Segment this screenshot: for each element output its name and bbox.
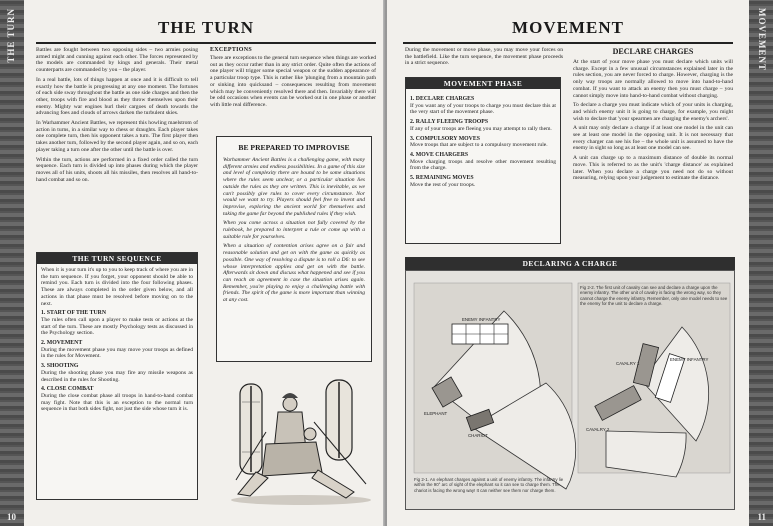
left-col1-text [36, 47, 198, 186]
right-edge-strip [749, 0, 773, 526]
exceptions-text: There are exceptions to the general turn sequence when things are worked out as they occur rather than in any strict order. Quite often the actions of one player will trigger some special weapon or the sudden appearance of a particular troop type. This is rather like 'plunging from a mountain path or sinking into quicksand – consequences resulting from movement which may be conveniently resolved there and then. Invariably there will be odd occasions when events can be worked out in one phase or another with little real difference. [210, 55, 376, 108]
paragraph: When a situation of contention arises agree on a fair and reasonable solution and get on with the game as quickly as possible. One way of resolving a dispute is to roll a D6: to see whose interpretation applies and get on with the battle. Afterwards sit down and discuss what happened and see if you can reach an agreement in case the situation arises again. Remember, you're playing to enjoy a challenging battle with friends. The spirit of the game is more important than winning at any cost. [223, 243, 365, 304]
sequence-item-head: 4. CLOSE COMBAT [41, 386, 94, 393]
charge-diagram-svg [406, 271, 734, 509]
declare-charges-heading: DECLARE CHARGES [612, 47, 694, 56]
diagram-label: ENEMY INFANTRY [670, 357, 709, 362]
exceptions-heading: EXCEPTIONS [210, 47, 253, 53]
paragraph: At the start of your move phase you must declare which units will charge. Except in a few unusual circumstances explained later in the rules section, you are never forced to charge. However, charging is the only way troops are normally allowed to move into hand-to-hand combat. If you want to attack an enemy then you must charge – you cannot simply move into hand-to-hand combat without charging. [573, 59, 733, 99]
sequence-item-head: 3. SHOOTING [41, 363, 79, 370]
right-page-number: 11 [757, 512, 766, 522]
left-title-rule [36, 42, 376, 44]
diagram-label: ENEMY INFANTRY [462, 317, 501, 322]
phase-item-head: 5. REMAINING MOVES [410, 175, 474, 182]
phase-item-head: 2. RALLY FLEEING TROOPS [410, 119, 489, 126]
paragraph: A unit can charge up to a maximum distance of double its normal move. This is referred to as the unit's 'charge distance' as explained later. When you declare a charge you need not do so without measuring, relying upon your judgement to estimate the distance. [573, 155, 733, 182]
left-page-number: 10 [7, 512, 16, 522]
phase-item-text: If you want any of your troops to charge you must declare this at the very start of the movement phase. [410, 102, 556, 116]
paragraph: To declare a charge you must indicate which of your units is charging, and which enemy unit it is going to charge, for example, you might wish to declare that 'your spearmen are charging the enemy's archers'. [573, 102, 733, 122]
paragraph: In Warhammer Ancient Battles, we represent this howling maelstrom of action in turns, in a similar way to chess or draughts. Each player takes one complete turn, then his opponent takes a turn. The first player then takes another turn, followed by the second player again, and so on, each player taking a turn one after the other until the battle is over. [36, 120, 198, 153]
diagram-label: CHARIOT [468, 433, 488, 438]
warriors-illustration [226, 372, 376, 507]
sequence-item-text: The rules often call upon a player to make tests or actions at the start of the turn. These are mostly Psychology tests as discussed in the Psychology section. [41, 316, 193, 337]
phase-item-text: Move the rest of your troops. [410, 181, 476, 188]
diagram-caption-right: Fig 2-2. The first unit of cavalry can see and declare a charge upon the enemy infantry. The other unit of cavalry is facing the wrong way, so they cannot charge the enemy infantry. Remember, only one model needs to see the enemy for the unit to declare a charge. [580, 285, 728, 307]
turn-sequence-box [36, 252, 198, 500]
phase-item-head: 4. MOVE CHARGERS [410, 151, 469, 158]
improvise-box [216, 136, 372, 362]
sequence-item-head: 2. MOVEMENT [41, 340, 83, 347]
movement-phase-title: MOVEMENT PHASE [406, 78, 560, 89]
movement-intro: During the movement or move phase, you may move your forces on the battlefield. Like the turn sequence, the movement phase proceeds in a strict sequence. [405, 47, 563, 67]
improvise-content [223, 157, 365, 307]
diagram-label: CAVALRY 1 [616, 361, 640, 366]
sequence-item-text: During the shooting phase you may fire any missile weapons as described in the rules for Shooting. [41, 369, 193, 383]
right-title-rule [403, 42, 733, 44]
sequence-item-head: 1. START OF THE TURN [41, 310, 107, 317]
right-side-label: MOVEMENT [757, 8, 767, 71]
movement-phase-box [405, 77, 561, 244]
paragraph: Battles are fought between two opposing sides – two armies posing armed might and cunning against each other. The forces represented by the models are commanded by kings and generals. Their metal counterparts are commanded by you – the player. [36, 47, 198, 74]
movement-phase-content [410, 93, 556, 191]
phase-item-text: If any of your troops are fleeing you may attempt to rally them. [410, 125, 552, 132]
sequence-intro: When it is your turn it's up to you to keep track of where you are in the turn sequence. If you forget, your opponent should be able to remind you. Each turn is divided into the four following phases. These are always completed in the order given below, and all actions in that phase must be resolved before moving on to the next. [41, 267, 193, 307]
left-page-title: THE TURN [157, 18, 254, 37]
right-page-title: MOVEMENT [512, 18, 624, 37]
improvise-title: BE PREPARED TO IMPROVISE [238, 143, 350, 152]
left-side-label: THE TURN [6, 8, 16, 63]
diagram-caption-left: Fig 2-1. An elephant charges against a unit of enemy infantry. The infantry lie within the 90° arc of sight of the elephant so it can see to charge them. The chariot is facing the wrong way! It can neither see them nor charge them. [414, 477, 564, 493]
phase-item-head: 1. DECLARE CHARGES [410, 96, 475, 102]
paragraph: When you come across a situation not fully covered by the rulebook, be prepared to interpret a rule or come up with a suitable rule for yourselves. [223, 220, 365, 240]
turn-sequence-content [41, 267, 193, 416]
phase-item-text: Move troops that are subject to a compulsory movement rule. [410, 142, 548, 149]
paragraph: In a real battle, lots of things happen at once and it is difficult to tell exactly how the battle is progressing at any one moment. The fortunes of each side sway throughout the battle as one side charges and then the other, troops with fire and blood as they throw themselves upon their enemy. Mighty war engines hurl their cargoes of death towards the advancing foes and clouds of arrows darken the turbulent skies. [36, 76, 198, 117]
sequence-item-text: During the close combat phase all troops in hand-to-hand combat may fight. Note that this is an exception to the normal turn sequence in that both sides fight, not just the side whose turn it is. [41, 392, 193, 413]
phase-item-text: Move charging troops and resolve other movement resulting from the charge. [410, 158, 556, 172]
paragraph: Warhammer Ancient Battles is a challenging game, with many different armies and endless possibilities. In a game of this size and level of complexity there are bound to be some situations where the rules seem unclear, or a particular situation lies outside the rules as they are written. This is inevitable, as we can't possibly give rules to cover every circumstance. Nor would we want to try. Players should feel free to invent and improvise, exploring the ancient world for themselves and taking the game far beyond the published rules if they wish. [223, 157, 365, 217]
declaring-charge-diagram [405, 270, 735, 510]
sequence-item-text: During the movement phase you may move your troops as defined in the rules for Movement. [41, 346, 193, 360]
right-page [387, 0, 773, 526]
declare-charges-text [573, 59, 733, 185]
declaring-charge-title: DECLARING A CHARGE [405, 257, 735, 270]
phase-item-head: 3. COMPULSORY MOVES [410, 135, 480, 142]
diagram-label: ELEPHANT [424, 411, 448, 416]
left-edge-strip [0, 0, 24, 526]
paragraph: A unit may only declare a charge if at least one model in the unit can see at least one model in the opposing unit. It is not necessary that every charger can see his foe – the whole unit is assumed to have the enemy in sight so long as at least one model can see. [573, 125, 733, 152]
left-page [0, 0, 386, 526]
paragraph: Within the turn, actions are performed in a fixed order called the turn sequence. Each turn is divided up into phases during which the player moves all of his units, shoots all his missiles, then resolves all hand-to-hand combat and so on. [36, 156, 198, 183]
turn-sequence-title: THE TURN SEQUENCE [37, 253, 197, 264]
diagram-label: CAVALRY 2 [586, 427, 610, 432]
